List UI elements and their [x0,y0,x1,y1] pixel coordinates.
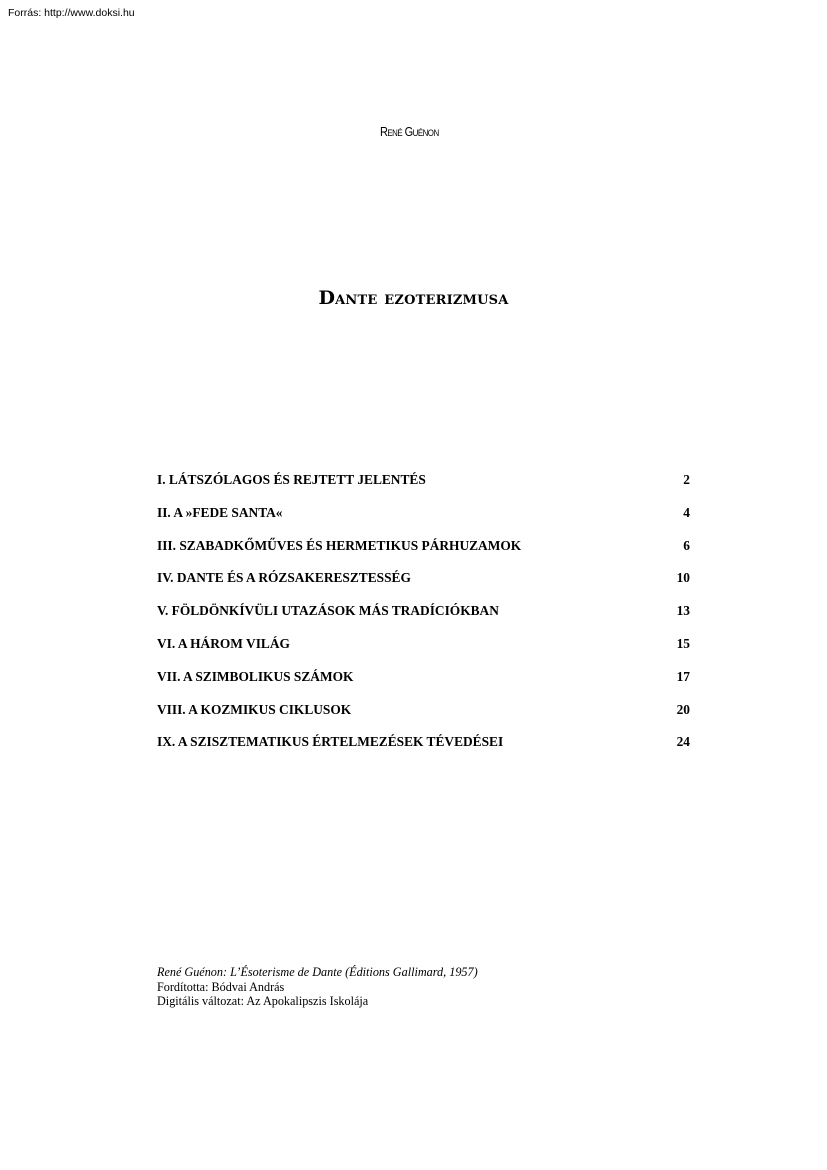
toc-entry-page: 4 [683,504,690,520]
author-name-container [380,123,470,141]
source-link[interactable]: Forrás: http://www.doksi.hu [8,7,135,19]
document-title: Dante ezoterizmusa [318,287,509,309]
toc-entry[interactable] [157,505,690,538]
toc-entry[interactable] [157,636,690,669]
toc-entry[interactable] [157,538,690,571]
toc-entry-label: IX. A SZISZTEMATIKUS ÉRTELMEZÉSEK TÉVEDÉSEI [157,734,504,750]
toc-entry[interactable] [157,603,690,636]
toc-entry-label: I. LÁTSZÓLAGOS ÉS REJTETT JELENTÉS [157,472,426,487]
toc-entry-page: 17 [676,668,690,684]
toc-entry-page: 20 [676,701,690,717]
toc-entry-page: 2 [683,472,690,487]
toc-entry-label: VI. A HÁROM VILÁG [157,635,290,651]
toc-entry[interactable] [157,734,690,767]
author-name: René Guénon [380,125,439,139]
toc-entry-label: VIII. A KOZMIKUS CIKLUSOK [157,701,352,717]
toc-entry-page: 24 [676,734,690,750]
toc-entry-page: 13 [676,603,690,619]
toc-entry-label: V. FÖLDÖNKÍVÜLI UTAZÁSOK MÁS TRADÍCIÓKBAN [157,603,499,619]
toc-entry-label: VII. A SZIMBOLIKUS SZÁMOK [157,668,354,684]
original-edition-note: René Guénon: L’Ésoterisme de Dante (Éditions Gallimard, 1957) [157,965,478,979]
toc-entry[interactable] [157,669,690,702]
table-of-contents [157,472,690,767]
toc-entry[interactable] [157,702,690,735]
toc-entry[interactable] [157,570,690,603]
toc-entry-label: III. SZABADKŐMŰVES ÉS HERMETIKUS PÁRHUZAMOK [157,537,522,553]
toc-entry[interactable] [157,472,690,505]
toc-entry-page: 15 [676,635,690,651]
toc-entry-page: 10 [676,570,690,586]
toc-entry-page: 6 [683,537,690,553]
toc-entry-label: IV. DANTE ÉS A RÓZSAKERESZTESSÉG [157,570,411,586]
toc-entry-label: II. A »FEDE SANTA« [157,504,283,520]
translator-note: Fordította: Bódvai András [157,979,285,994]
colophon [157,965,478,1009]
digital-edition-note: Digitális változat: Az Apokalipszis Iskolája [157,994,369,1008]
